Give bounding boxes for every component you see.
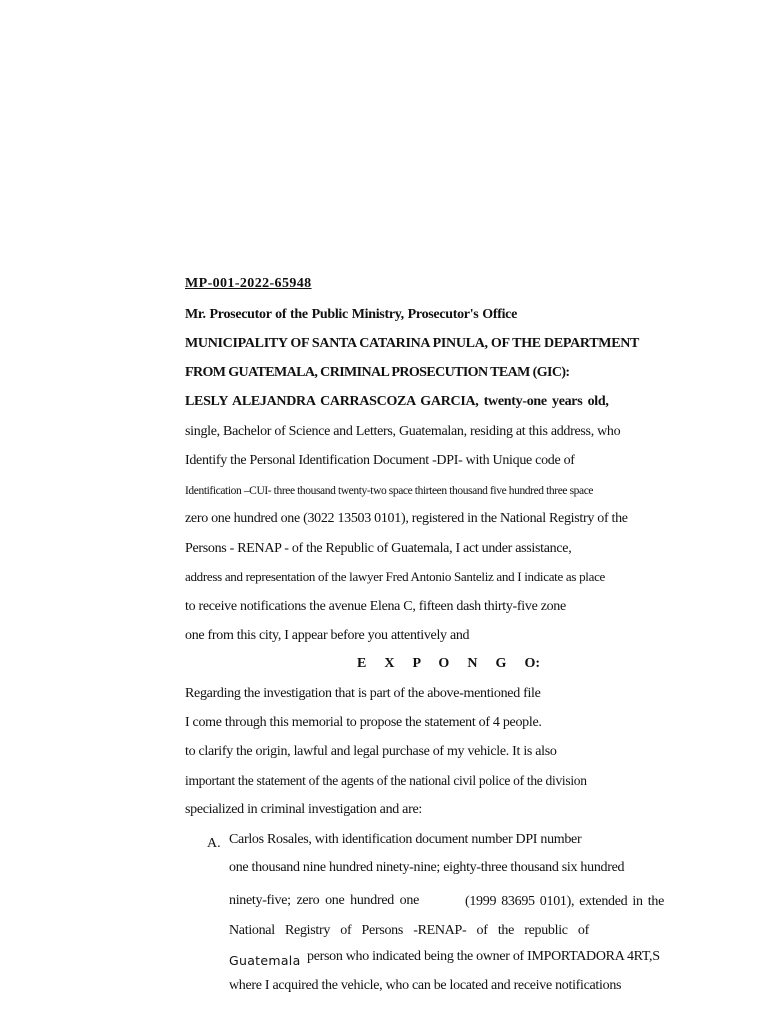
witness-line: where I acquired the vehicle, who can be located and receive notifications — [229, 978, 622, 993]
statement-line: important the statement of the agents of the national civil police of the division — [185, 773, 587, 788]
witness-line: Carlos Rosales, with identification document number DPI number — [229, 832, 582, 847]
body-line: to receive notifications the avenue Elena C, fifteen dash thirty-five zone — [185, 599, 566, 614]
addressee-line: Mr. Prosecutor of the Public Ministry, Prosecutor's Office — [185, 307, 517, 322]
statement-line: I come through this memorial to propose the statement of 4 people. — [185, 715, 542, 730]
witness-line: ninety-five; zero one hundred one — [229, 893, 419, 908]
party-name: LESLY ALEJANDRA CARRASCOZA GARCIA, — [185, 394, 479, 409]
body-line: Identification –CUI- three thousand twenty-two space thirteen thousand five hundred three space — [185, 485, 594, 497]
witness-line: one thousand nine hundred ninety-nine; eighty-three thousand six hundred — [229, 860, 625, 875]
body-line: address and representation of the lawyer Fred Antonio Santeliz and I indicate as place — [185, 569, 606, 584]
municipality-line: MUNICIPALITY OF SANTA CATARINA PINULA, OF THE DEPARTMENT — [185, 336, 640, 351]
party-age: twenty-one years old, — [478, 394, 609, 409]
body-line: one from this city, I appear before you attentively and — [185, 628, 470, 643]
witness-line: National Registry of Persons -RENAP- of the republic of — [229, 923, 589, 938]
witness-line: (1999 83695 0101), extended in the — [465, 894, 664, 909]
body-line: zero one hundred one (3022 13503 0101), registered in the National Registry of the — [185, 511, 628, 526]
list-marker: A. — [207, 836, 221, 851]
body-line: single, Bachelor of Science and Letters, Guatemalan, residing at this address, who — [185, 424, 621, 439]
witness-line: Guatemala — [229, 953, 301, 968]
party-line — [185, 393, 635, 411]
body-line: Persons - RENAP - of the Republic of Guatemala, I act under assistance, — [185, 541, 572, 556]
witness-line: person who indicated being the owner of IMPORTADORA 4RT,S — [307, 949, 660, 964]
statement-line: specialized in criminal investigation and are: — [185, 802, 422, 817]
file-number: MP-001-2022-65948 — [185, 276, 312, 291]
department-line: FROM GUATEMALA, CRIMINAL PROSECUTION TEAM (GIC): — [185, 365, 570, 380]
body-line: Identify the Personal Identification Document -DPI- with Unique code of — [185, 453, 575, 468]
statement-line: Regarding the investigation that is part of the above-mentioned file — [185, 686, 541, 701]
statement-line: to clarify the origin, lawful and legal purchase of my vehicle. It is also — [185, 744, 557, 759]
section-heading: E X P O N G O: — [357, 656, 540, 671]
